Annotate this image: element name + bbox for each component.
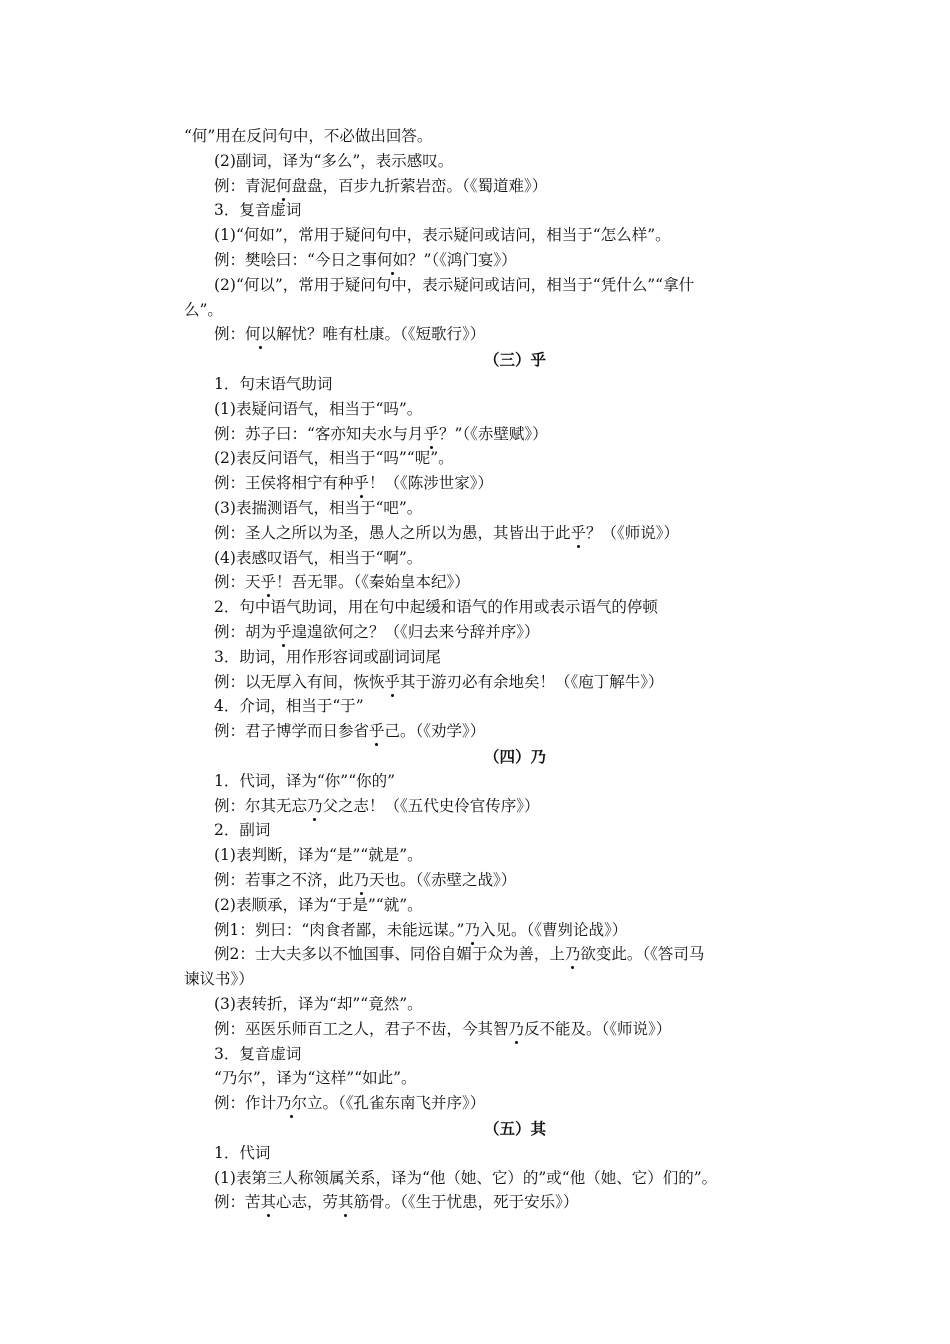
text-segment: (3)表转折，译为“却”“竟然”。 <box>214 995 423 1013</box>
line-text <box>214 595 658 620</box>
text-segment: 3．复音虚词 <box>214 1044 302 1063</box>
text-line <box>0 967 950 992</box>
text-segment: 例：青泥 <box>214 176 277 195</box>
line-text <box>214 273 694 298</box>
emphasized-word: 何如 <box>377 248 408 273</box>
line-text <box>464 747 546 766</box>
text-segment: 么”。 <box>184 300 223 319</box>
emphasized-word: 乎 <box>385 670 401 695</box>
text-segment: 2．句中语气助词，用在句中起缓和语气的作用或表示语气的停顿 <box>214 598 658 617</box>
text-segment: (2)“何以”，常用于疑问句中，表示疑问或诘问，相当于“凭什么”“拿什 <box>214 275 695 294</box>
line-text <box>464 1119 546 1138</box>
text-segment: （三）乎 <box>483 350 546 370</box>
text-segment: ！（《陈涉世家》） <box>369 474 494 493</box>
line-text <box>214 670 664 695</box>
text-segment: (3)表揣测语气，相当于“吧”。 <box>214 499 423 517</box>
emphasized-word: 其 <box>261 1190 277 1215</box>
text-segment: 天也。（《赤壁之战》） <box>369 871 517 889</box>
text-line <box>0 1166 950 1191</box>
line-text <box>214 223 671 248</box>
line-text <box>214 1066 417 1091</box>
text-segment: 例：天 <box>214 573 261 592</box>
text-line <box>0 769 950 794</box>
text-segment: 例：尔其无忘 <box>214 796 308 815</box>
text-line <box>0 1141 950 1166</box>
text-segment: “何”用在反问句中，不必做出回答。 <box>184 127 433 145</box>
text-line <box>0 719 950 744</box>
text-line <box>0 273 950 298</box>
line-text <box>214 1017 671 1042</box>
text-line <box>0 248 950 273</box>
text-line <box>0 397 950 422</box>
text-segment: 例1：刿曰：“肉食者鄙，未能远谋。” <box>214 920 465 939</box>
section-heading <box>0 744 950 769</box>
text-segment: 立。（《孔雀东南飞并序》） <box>307 1094 486 1113</box>
text-line <box>0 645 950 670</box>
line-text <box>214 1042 301 1067</box>
line-text <box>214 942 704 967</box>
line-text <box>214 546 422 571</box>
line-text <box>214 843 423 868</box>
text-segment: 心志，劳 <box>276 1193 339 1212</box>
text-line <box>0 124 950 149</box>
text-segment: (2)副词，译为“多么”，表示感叹。 <box>214 151 454 170</box>
line-text <box>214 1190 578 1215</box>
text-line <box>0 223 950 248</box>
line-text <box>214 198 301 223</box>
text-segment: 1．代词 <box>214 1143 271 1162</box>
line-text <box>214 1141 270 1166</box>
text-segment: 例：王侯将相宁有种 <box>214 474 354 493</box>
text-line <box>0 620 950 645</box>
line-text <box>214 1166 717 1191</box>
text-segment: 欲变此。（《答司马 <box>580 945 705 964</box>
text-line <box>0 149 950 174</box>
line-text <box>214 446 454 471</box>
text-segment: 3．助词，用作形容词或副词词尾 <box>214 647 441 666</box>
text-line <box>0 1066 950 1091</box>
text-line <box>0 843 950 868</box>
text-line <box>0 1091 950 1116</box>
line-text <box>214 992 423 1017</box>
text-segment: (4)表感叹语气，相当于“啊”。 <box>214 548 423 567</box>
text-segment: (2)表顺承，译为“于是”“就”。 <box>214 895 423 914</box>
line-text <box>214 372 332 397</box>
text-line <box>0 992 950 1017</box>
text-segment: 例：以无厚入有间，恢恢 <box>214 672 385 691</box>
text-segment: (1)“何如”，常用于疑问句中，表示疑问或诘问，相当于“怎么样”。 <box>214 226 671 245</box>
line-text <box>214 645 441 670</box>
line-text <box>464 350 546 370</box>
line-text <box>184 124 432 149</box>
text-line <box>0 868 950 893</box>
text-line <box>0 942 950 967</box>
text-segment: 例：巫医乐师百工之人，君子不齿，今其智 <box>214 1019 509 1038</box>
text-line <box>0 546 950 571</box>
line-text <box>214 1091 485 1116</box>
text-segment: 2．副词 <box>214 821 271 840</box>
text-segment: 例： <box>214 325 246 344</box>
line-text <box>214 620 540 645</box>
text-segment: 父之志！（《五代史伶官传序》） <box>322 796 540 815</box>
text-segment: (1)表第三人称领属关系，译为“他（她、它）的”或“他（她、它）们的”。 <box>214 1168 718 1187</box>
line-text <box>214 422 548 447</box>
text-line <box>0 298 950 323</box>
emphasized-word: 乃 <box>565 942 581 967</box>
section-heading <box>0 347 950 372</box>
text-segment: 1．句末语气助词 <box>214 375 333 393</box>
text-line <box>0 1042 950 1067</box>
emphasized-word: 乃 <box>509 1017 525 1042</box>
section-heading <box>0 1116 950 1141</box>
text-segment: 例：圣人之所以为圣，愚人之所以为愚，其皆出于此 <box>214 523 571 542</box>
text-line <box>0 372 950 397</box>
text-segment: ！吾无罪。（《秦始皇本纪》） <box>276 573 470 592</box>
text-segment: 4．介词，相当于“于” <box>214 697 364 716</box>
line-text <box>214 471 493 496</box>
text-line <box>0 1017 950 1042</box>
text-segment: 例2：士大夫多以不恤国事、同俗自媚于众为善，上 <box>214 945 565 964</box>
text-line <box>0 446 950 471</box>
text-line <box>0 818 950 843</box>
line-text <box>214 818 270 843</box>
text-line <box>0 198 950 223</box>
text-line <box>0 1190 950 1215</box>
text-segment: (1)表判断，译为“是”“就是”。 <box>214 846 423 865</box>
text-segment: 例：樊哙曰：“今日之事 <box>214 251 377 269</box>
line-text <box>184 967 254 992</box>
text-segment: 例：苦 <box>214 1193 261 1212</box>
text-segment: 解忧？唯有杜康。（《短歌行》） <box>276 325 486 344</box>
line-text <box>214 893 423 918</box>
line-text <box>214 918 627 943</box>
line-text <box>214 570 470 595</box>
text-line <box>0 422 950 447</box>
text-line <box>0 471 950 496</box>
text-segment: ？”（《鸿门宴》） <box>407 251 517 269</box>
text-segment: (1)表疑问语气，相当于“吗”。 <box>214 399 423 418</box>
text-segment: 盘盘，百步九折萦岩峦。（《蜀道难》） <box>291 176 548 195</box>
emphasized-word: 何 <box>276 174 292 199</box>
text-segment: 筋骨。（《生于忧患，死于安乐》） <box>353 1193 579 1212</box>
emphasized-word: 乎 <box>354 471 370 496</box>
text-line <box>0 694 950 719</box>
emphasized-word: 乎 <box>276 620 292 645</box>
text-segment: 例：作计 <box>214 1094 277 1113</box>
emphasized-word: 乎 <box>369 719 385 744</box>
text-segment: 遑遑欲何之？（《归去来兮辞并序》） <box>291 623 540 641</box>
text-segment: （四）乃 <box>483 747 546 766</box>
line-text <box>214 719 485 744</box>
line-text <box>214 769 395 794</box>
text-segment: 例：胡为 <box>214 623 277 641</box>
text-line <box>0 521 950 546</box>
text-segment: (2)表反问语气，相当于“吗”“呢”。 <box>214 449 454 468</box>
emphasized-word: 乃尔 <box>276 1091 307 1116</box>
text-segment: “乃尔”，译为“这样”“如此”。 <box>214 1069 417 1088</box>
text-line <box>0 595 950 620</box>
line-text <box>214 174 547 199</box>
emphasized-word: 乎 <box>261 570 277 595</box>
emphasized-word: 何以 <box>245 322 276 347</box>
text-segment: ？（《师说》） <box>586 523 680 542</box>
line-text <box>214 397 422 422</box>
text-line <box>0 893 950 918</box>
text-segment: 例：若事之不济，此 <box>214 871 354 889</box>
text-line <box>0 794 950 819</box>
line-text <box>214 694 364 719</box>
text-segment: 己。（《劝学》） <box>384 722 486 741</box>
text-line <box>0 174 950 199</box>
text-segment: 入见。（《曹刿论战》） <box>479 920 628 939</box>
text-segment: （五）其 <box>483 1119 546 1138</box>
text-segment: 其于游刃必有余地矣！（《庖丁解牛》） <box>400 672 664 691</box>
text-segment: 例：苏子曰：“客亦知夫水与月 <box>214 424 424 443</box>
line-text <box>214 248 517 273</box>
line-text <box>214 496 422 521</box>
emphasized-word: 乃 <box>307 794 323 819</box>
line-text <box>214 149 453 174</box>
line-text <box>214 794 540 819</box>
text-line <box>0 322 950 347</box>
emphasized-word: 乃 <box>354 868 370 893</box>
text-segment: ？”（《赤壁赋》） <box>438 424 548 443</box>
line-text <box>184 298 223 323</box>
line-text <box>214 521 679 546</box>
text-line <box>0 570 950 595</box>
text-segment: 1．代词，译为“你”“你的” <box>214 771 396 790</box>
text-segment: 例：君子博学而日参省 <box>214 722 370 741</box>
emphasized-word: 乎 <box>423 422 439 447</box>
text-line <box>0 918 950 943</box>
emphasized-word: 乃 <box>464 918 480 943</box>
emphasized-word: 其 <box>338 1190 354 1215</box>
text-segment: 反不能及。（《师说》） <box>524 1019 672 1038</box>
emphasized-word: 乎 <box>571 521 587 546</box>
text-segment: 3．复音虚词 <box>214 201 302 220</box>
text-segment: 谏议书》） <box>184 970 254 989</box>
line-text <box>214 322 485 347</box>
line-text <box>214 868 516 893</box>
text-line <box>0 496 950 521</box>
text-line <box>0 670 950 695</box>
